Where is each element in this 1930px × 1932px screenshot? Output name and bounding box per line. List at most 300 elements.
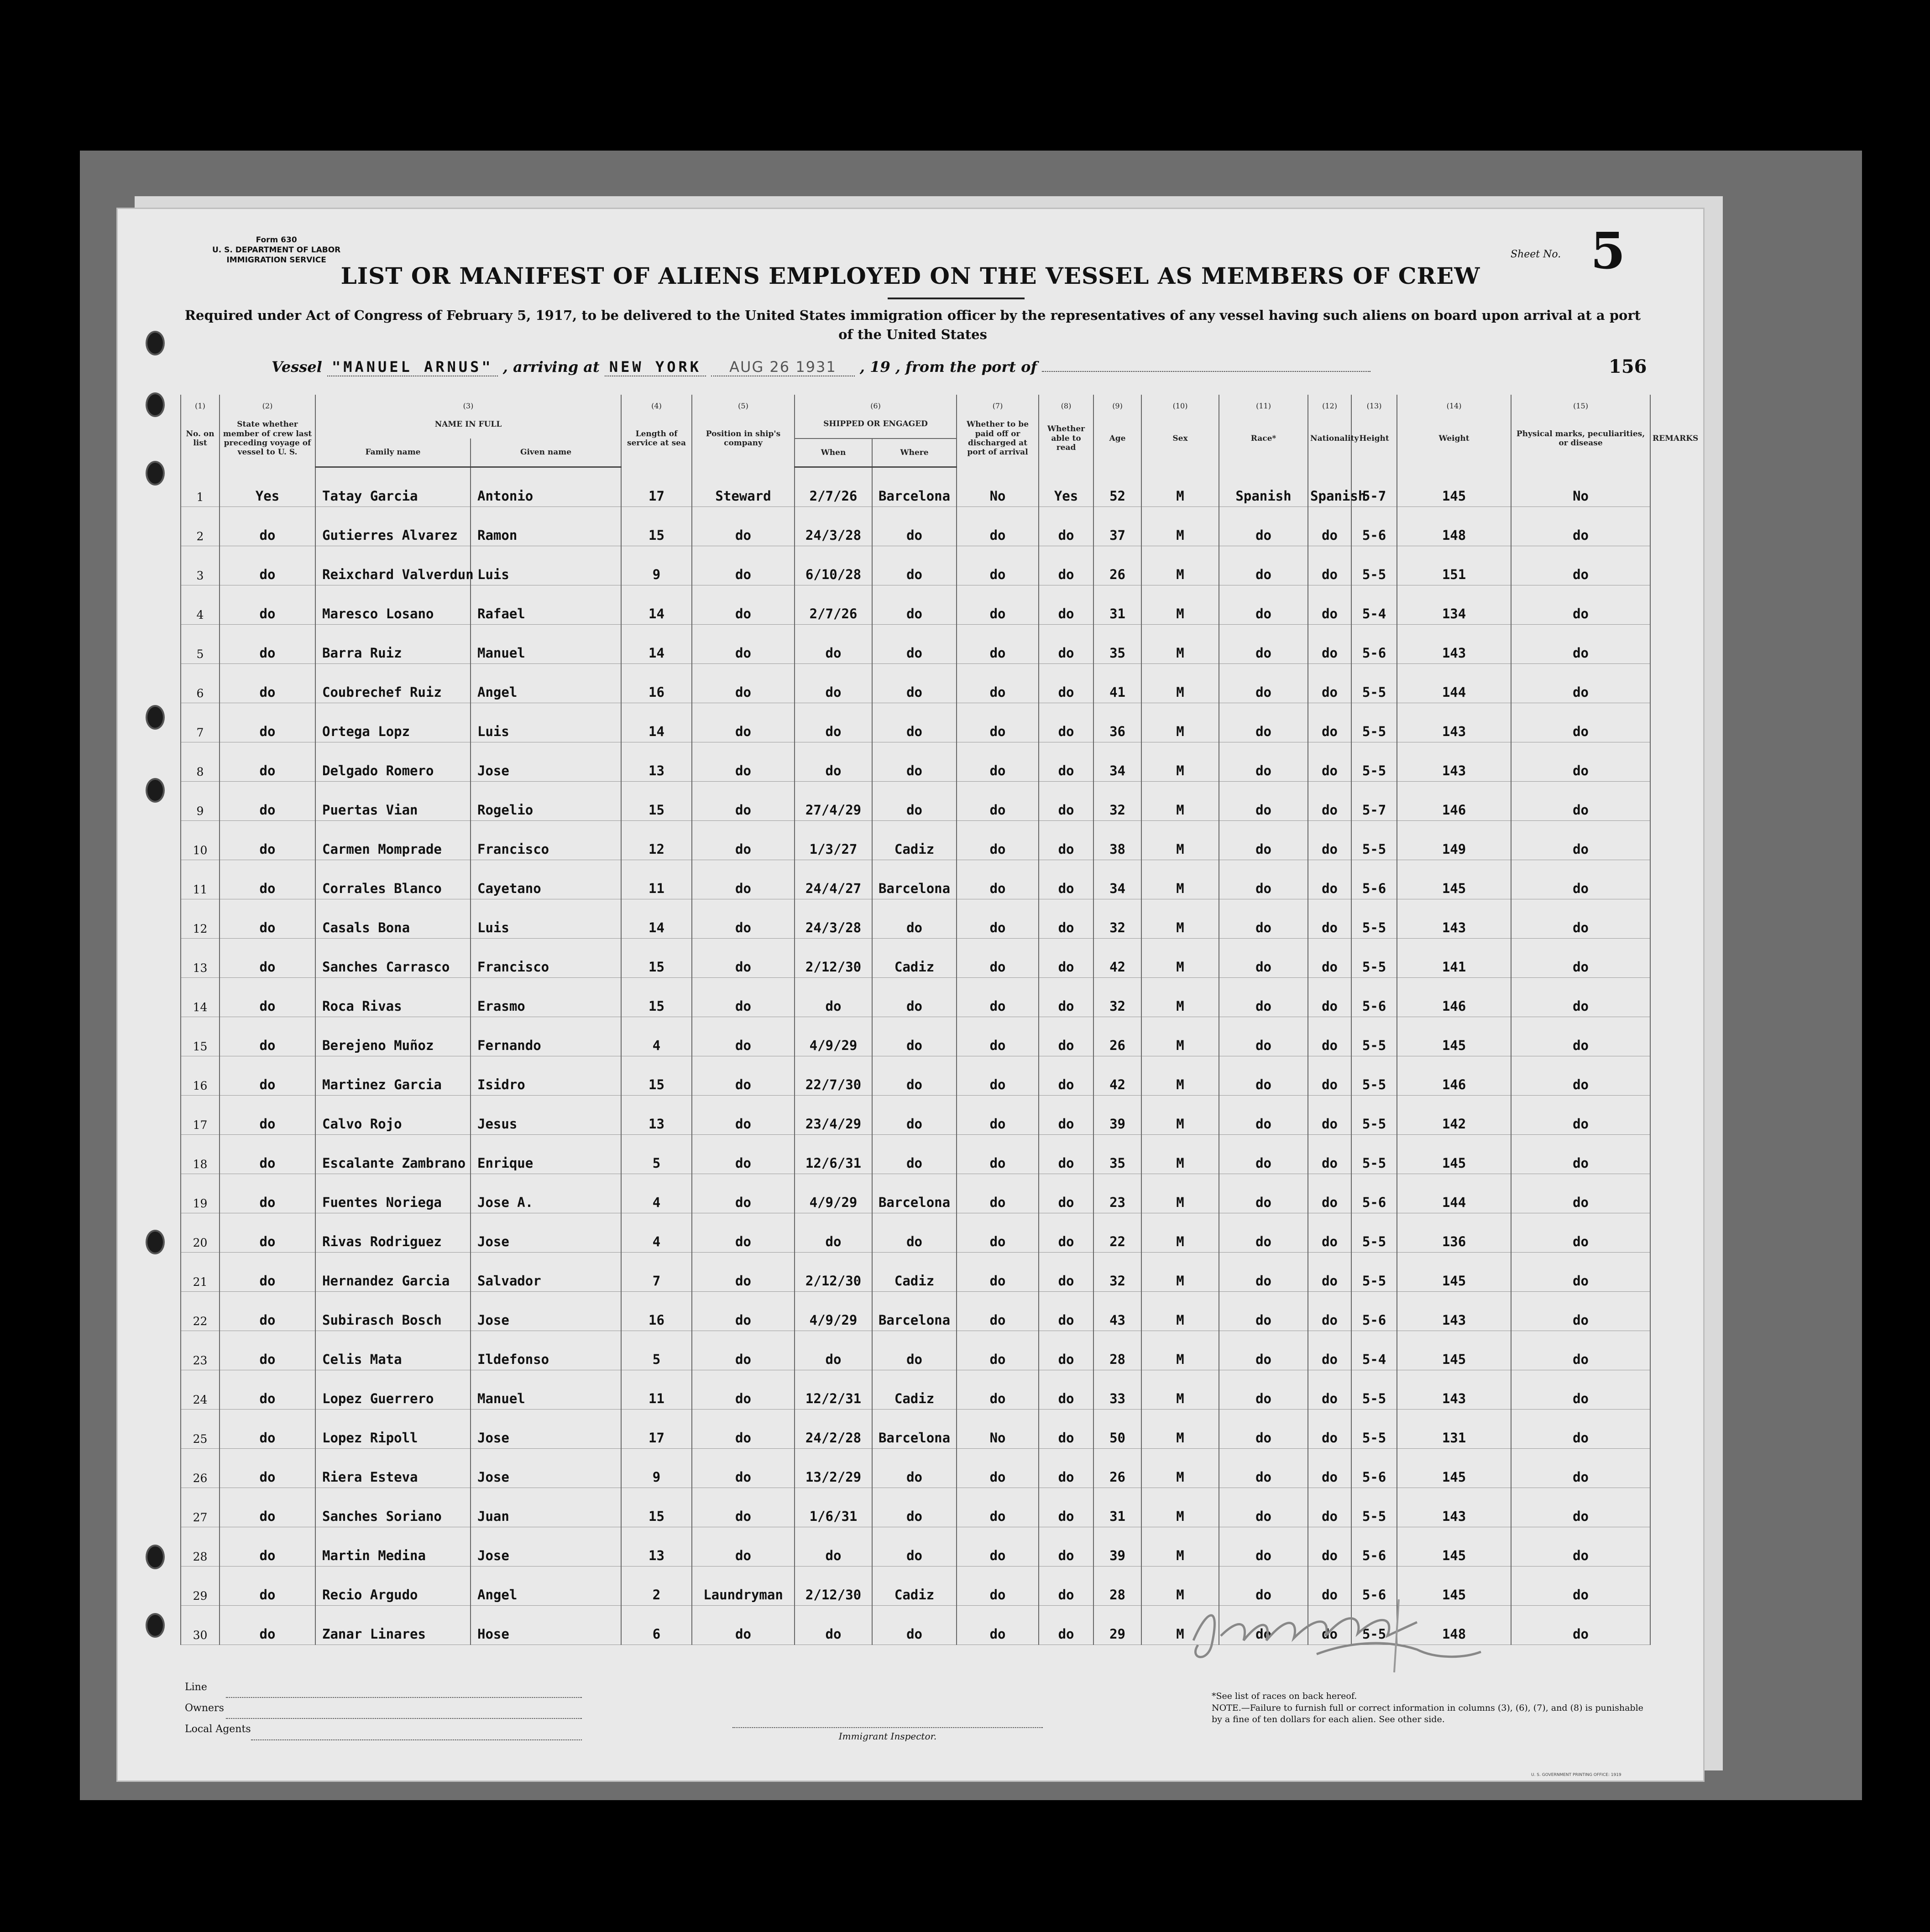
cell-previous-voyage: do: [220, 820, 315, 860]
cell-length-of-service: 13: [621, 1527, 692, 1566]
cell-weight: 145: [1397, 1566, 1511, 1605]
cell-physical-marks: do: [1511, 1056, 1650, 1095]
cell-position: do: [692, 1134, 795, 1174]
cell-sex: M: [1141, 1409, 1219, 1448]
cell-race: do: [1219, 1056, 1308, 1095]
cell-shipped-when: do: [795, 1527, 872, 1566]
cell-paid-off: do: [957, 1527, 1039, 1566]
cell-length-of-service: 9: [621, 1448, 692, 1488]
cell-nationality: do: [1308, 977, 1351, 1017]
cell-sex: M: [1141, 1566, 1219, 1605]
cell-weight: 143: [1397, 1488, 1511, 1527]
cell-sex: M: [1141, 1134, 1219, 1174]
table-row: [181, 977, 1650, 1017]
cell-no: 1: [181, 467, 220, 506]
cell-previous-voyage: do: [220, 1213, 315, 1252]
cell-length-of-service: 15: [621, 506, 692, 546]
cell-previous-voyage: do: [220, 781, 315, 820]
cell-previous-voyage: do: [220, 1605, 315, 1645]
cell-able-to-read: do: [1039, 1370, 1093, 1409]
cell-weight: 146: [1397, 1056, 1511, 1095]
colnum-10: (10): [1141, 395, 1219, 410]
table-row: [181, 703, 1650, 742]
cell-age: 37: [1093, 506, 1141, 546]
header-no-on-list: No. on list: [181, 410, 220, 467]
cell-weight: 145: [1397, 1448, 1511, 1488]
form-number: Form 630: [256, 235, 297, 245]
cell-no: 16: [181, 1056, 220, 1095]
table-row: [181, 663, 1650, 703]
header-height: Height: [1351, 410, 1397, 467]
cell-previous-voyage: do: [220, 1134, 315, 1174]
footer-fields: [185, 1677, 582, 1740]
cell-shipped-when: 4/9/29: [795, 1017, 872, 1056]
table-row: [181, 1017, 1650, 1056]
cell-race: do: [1219, 977, 1308, 1017]
cell-paid-off: do: [957, 820, 1039, 860]
cell-sex: M: [1141, 1291, 1219, 1331]
cell-able-to-read: do: [1039, 1291, 1093, 1331]
cell-family-name: Tatay Garcia: [315, 467, 471, 506]
binder-hole: [146, 392, 165, 417]
cell-height: 5-5: [1351, 899, 1397, 938]
cell-race: Spanish: [1219, 467, 1308, 506]
cell-able-to-read: do: [1039, 938, 1093, 977]
table-row: [181, 1488, 1650, 1527]
cell-physical-marks: do: [1511, 1527, 1650, 1566]
cell-shipped-when: 4/9/29: [795, 1174, 872, 1213]
cell-nationality: do: [1308, 1527, 1351, 1566]
cell-nationality: do: [1308, 1291, 1351, 1331]
cell-weight: 143: [1397, 1291, 1511, 1331]
cell-physical-marks: do: [1511, 624, 1650, 663]
cell-sex: M: [1141, 1017, 1219, 1056]
cell-race: do: [1219, 1409, 1308, 1448]
cell-age: 28: [1093, 1331, 1141, 1370]
cell-age: 34: [1093, 742, 1141, 781]
cell-age: 33: [1093, 1370, 1141, 1409]
cell-no: 20: [181, 1213, 220, 1252]
cell-shipped-where: Barcelona: [872, 467, 957, 506]
binder-hole: [146, 331, 165, 355]
cell-nationality: do: [1308, 703, 1351, 742]
cell-nationality: do: [1308, 1252, 1351, 1291]
cell-sex: M: [1141, 663, 1219, 703]
cell-height: 5-7: [1351, 467, 1397, 506]
cell-sex: M: [1141, 1448, 1219, 1488]
cell-weight: 145: [1397, 1017, 1511, 1056]
cell-shipped-when: 2/7/26: [795, 585, 872, 624]
colnum-3: (3): [315, 395, 621, 410]
cell-weight: 148: [1397, 1605, 1511, 1645]
cell-paid-off: do: [957, 1252, 1039, 1291]
cell-nationality: do: [1308, 1605, 1351, 1645]
cell-height: 5-5: [1351, 703, 1397, 742]
cell-sex: M: [1141, 585, 1219, 624]
cell-sex: M: [1141, 506, 1219, 546]
cell-length-of-service: 15: [621, 781, 692, 820]
cell-no: 22: [181, 1291, 220, 1331]
colnum-9: (9): [1093, 395, 1141, 410]
cell-previous-voyage: do: [220, 1488, 315, 1527]
cell-shipped-when: 2/12/30: [795, 938, 872, 977]
cell-family-name: Calvo Rojo: [315, 1095, 471, 1134]
footer-agents-blank: [251, 1739, 582, 1740]
year-label: , 19: [859, 358, 890, 376]
cell-race: do: [1219, 820, 1308, 860]
cell-family-name: Zanar Linares: [315, 1605, 471, 1645]
cell-physical-marks: do: [1511, 1409, 1650, 1448]
cell-given-name: Jose: [471, 1527, 621, 1566]
cell-length-of-service: 14: [621, 703, 692, 742]
cell-physical-marks: do: [1511, 1017, 1650, 1056]
cell-nationality: do: [1308, 585, 1351, 624]
cell-sex: M: [1141, 1527, 1219, 1566]
cell-paid-off: do: [957, 1056, 1039, 1095]
cell-physical-marks: do: [1511, 585, 1650, 624]
cell-age: 39: [1093, 1527, 1141, 1566]
cell-previous-voyage: do: [220, 585, 315, 624]
cell-sex: M: [1141, 703, 1219, 742]
cell-physical-marks: do: [1511, 506, 1650, 546]
cell-position: do: [692, 820, 795, 860]
cell-shipped-where: do: [872, 977, 957, 1017]
note-races: *See list of races on back hereof.: [1212, 1691, 1357, 1701]
cell-position: Steward: [692, 467, 795, 506]
cell-race: do: [1219, 1331, 1308, 1370]
cell-age: 36: [1093, 703, 1141, 742]
cell-shipped-where: Cadiz: [872, 820, 957, 860]
cell-physical-marks: do: [1511, 1605, 1650, 1645]
cell-weight: 145: [1397, 1527, 1511, 1566]
cell-race: do: [1219, 1488, 1308, 1527]
cell-paid-off: No: [957, 467, 1039, 506]
cell-paid-off: do: [957, 1566, 1039, 1605]
cell-shipped-when: 23/4/29: [795, 1095, 872, 1134]
cell-paid-off: do: [957, 1370, 1039, 1409]
cell-length-of-service: 14: [621, 899, 692, 938]
cell-given-name: Luis: [471, 899, 621, 938]
cell-previous-voyage: do: [220, 506, 315, 546]
cell-age: 42: [1093, 938, 1141, 977]
cell-previous-voyage: do: [220, 1409, 315, 1448]
cell-given-name: Juan: [471, 1488, 621, 1527]
cell-length-of-service: 12: [621, 820, 692, 860]
cell-shipped-when: do: [795, 663, 872, 703]
cell-weight: 145: [1397, 467, 1511, 506]
cell-paid-off: do: [957, 703, 1039, 742]
cell-age: 41: [1093, 663, 1141, 703]
cell-race: do: [1219, 860, 1308, 899]
cell-able-to-read: do: [1039, 1448, 1093, 1488]
cell-weight: 143: [1397, 1370, 1511, 1409]
cell-paid-off: do: [957, 1095, 1039, 1134]
cell-shipped-when: 2/12/30: [795, 1566, 872, 1605]
cell-nationality: do: [1308, 546, 1351, 585]
cell-position: do: [692, 1605, 795, 1645]
cell-given-name: Ildefonso: [471, 1331, 621, 1370]
cell-given-name: Francisco: [471, 938, 621, 977]
cell-shipped-when: do: [795, 1331, 872, 1370]
cell-sex: M: [1141, 781, 1219, 820]
cell-no: 17: [181, 1095, 220, 1134]
cell-shipped-where: do: [872, 663, 957, 703]
cell-age: 39: [1093, 1095, 1141, 1134]
cell-physical-marks: do: [1511, 781, 1650, 820]
cell-no: 15: [181, 1017, 220, 1056]
cell-shipped-where: Cadiz: [872, 938, 957, 977]
cell-position: do: [692, 742, 795, 781]
cell-previous-voyage: do: [220, 977, 315, 1017]
table-row: [181, 506, 1650, 546]
cell-able-to-read: Yes: [1039, 467, 1093, 506]
cell-physical-marks: do: [1511, 1095, 1650, 1134]
cell-nationality: do: [1308, 1488, 1351, 1527]
header-where: Where: [872, 439, 957, 467]
cell-shipped-where: do: [872, 546, 957, 585]
colnum-11: (11): [1219, 395, 1308, 410]
cell-weight: 143: [1397, 742, 1511, 781]
table-row: [181, 1331, 1650, 1370]
header-physical-marks: Physical marks, peculiarities, or disease: [1511, 410, 1650, 467]
cell-weight: 136: [1397, 1213, 1511, 1252]
cell-length-of-service: 13: [621, 1095, 692, 1134]
cell-previous-voyage: Yes: [220, 467, 315, 506]
cell-nationality: do: [1308, 938, 1351, 977]
cell-able-to-read: do: [1039, 860, 1093, 899]
table-row: [181, 1095, 1650, 1134]
cell-position: do: [692, 1252, 795, 1291]
cell-family-name: Rivas Rodriguez: [315, 1213, 471, 1252]
cell-race: do: [1219, 899, 1308, 938]
cell-shipped-when: 24/3/28: [795, 899, 872, 938]
cell-physical-marks: do: [1511, 1213, 1650, 1252]
cell-sex: M: [1141, 860, 1219, 899]
cell-height: 5-5: [1351, 1488, 1397, 1527]
cell-paid-off: do: [957, 506, 1039, 546]
cell-family-name: Barra Ruiz: [315, 624, 471, 663]
header-weight: Weight: [1397, 410, 1511, 467]
cell-nationality: do: [1308, 820, 1351, 860]
table-row: [181, 546, 1650, 585]
cell-length-of-service: 15: [621, 977, 692, 1017]
page-number: 156: [1609, 356, 1647, 377]
cell-height: 5-6: [1351, 1291, 1397, 1331]
cell-no: 23: [181, 1331, 220, 1370]
cell-nationality: do: [1308, 1448, 1351, 1488]
cell-age: 26: [1093, 1017, 1141, 1056]
cell-sex: M: [1141, 899, 1219, 938]
binder-hole: [146, 461, 165, 486]
cell-height: 5-5: [1351, 1409, 1397, 1448]
table-row: [181, 1409, 1650, 1448]
cell-age: 34: [1093, 860, 1141, 899]
cell-shipped-when: 1/3/27: [795, 820, 872, 860]
cell-length-of-service: 16: [621, 663, 692, 703]
cell-height: 5-6: [1351, 624, 1397, 663]
cell-paid-off: do: [957, 742, 1039, 781]
cell-nationality: do: [1308, 1056, 1351, 1095]
cell-shipped-where: Cadiz: [872, 1566, 957, 1605]
cell-nationality: do: [1308, 1174, 1351, 1213]
cell-shipped-when: 12/6/31: [795, 1134, 872, 1174]
cell-length-of-service: 14: [621, 624, 692, 663]
cell-paid-off: do: [957, 1213, 1039, 1252]
cell-family-name: Martinez Garcia: [315, 1056, 471, 1095]
table-row: [181, 820, 1650, 860]
cell-weight: 146: [1397, 977, 1511, 1017]
cell-sex: M: [1141, 546, 1219, 585]
cell-race: do: [1219, 506, 1308, 546]
cell-no: 21: [181, 1252, 220, 1291]
cell-no: 8: [181, 742, 220, 781]
cell-previous-voyage: do: [220, 663, 315, 703]
cell-height: 5-6: [1351, 1566, 1397, 1605]
cell-paid-off: do: [957, 663, 1039, 703]
cell-weight: 143: [1397, 703, 1511, 742]
cell-length-of-service: 14: [621, 585, 692, 624]
cell-given-name: Cayetano: [471, 860, 621, 899]
cell-no: 19: [181, 1174, 220, 1213]
footer-owners-label: Owners: [185, 1702, 224, 1714]
cell-paid-off: do: [957, 585, 1039, 624]
colnum-4: (4): [621, 395, 692, 410]
colnum-13: (13): [1351, 395, 1397, 410]
cell-length-of-service: 5: [621, 1331, 692, 1370]
cell-sex: M: [1141, 624, 1219, 663]
cell-position: do: [692, 506, 795, 546]
cell-age: 32: [1093, 1252, 1141, 1291]
header-length-of-service: Length of service at sea: [621, 410, 692, 467]
footer-owners-field: [185, 1698, 582, 1719]
cell-age: 35: [1093, 624, 1141, 663]
cell-no: 4: [181, 585, 220, 624]
cell-shipped-when: do: [795, 742, 872, 781]
colnum-1: (1): [181, 395, 220, 410]
cell-no: 26: [181, 1448, 220, 1488]
cell-position: do: [692, 1174, 795, 1213]
cell-given-name: Jose: [471, 1448, 621, 1488]
cell-weight: 144: [1397, 1174, 1511, 1213]
cell-weight: 141: [1397, 938, 1511, 977]
cell-height: 5-5: [1351, 546, 1397, 585]
cell-previous-voyage: do: [220, 1331, 315, 1370]
cell-family-name: Roca Rivas: [315, 977, 471, 1017]
cell-shipped-when: do: [795, 977, 872, 1017]
cell-shipped-when: 22/7/30: [795, 1056, 872, 1095]
cell-sex: M: [1141, 1370, 1219, 1409]
cell-shipped-where: do: [872, 1488, 957, 1527]
vessel-label: Vessel: [272, 358, 322, 376]
cell-length-of-service: 15: [621, 938, 692, 977]
cell-family-name: Subirasch Bosch: [315, 1291, 471, 1331]
from-port-label: , from the port of: [895, 358, 1037, 376]
footer-agents-field: [185, 1719, 582, 1740]
cell-paid-off: do: [957, 1017, 1039, 1056]
cell-no: 12: [181, 899, 220, 938]
binder-hole: [146, 1545, 165, 1569]
cell-nationality: do: [1308, 781, 1351, 820]
cell-shipped-where: do: [872, 1331, 957, 1370]
cell-nationality: do: [1308, 742, 1351, 781]
cell-race: do: [1219, 703, 1308, 742]
cell-no: 29: [181, 1566, 220, 1605]
table-row: [181, 742, 1650, 781]
cell-previous-voyage: do: [220, 703, 315, 742]
header-given-name: Given name: [471, 439, 621, 467]
table-row: [181, 1291, 1650, 1331]
cell-shipped-where: do: [872, 506, 957, 546]
cell-weight: 144: [1397, 663, 1511, 703]
cell-given-name: Jose: [471, 742, 621, 781]
cell-length-of-service: 13: [621, 742, 692, 781]
cell-able-to-read: do: [1039, 624, 1093, 663]
cell-no: 11: [181, 860, 220, 899]
colnum-12: (12): [1308, 395, 1351, 410]
cell-family-name: Lopez Guerrero: [315, 1370, 471, 1409]
cell-weight: 146: [1397, 781, 1511, 820]
cell-weight: 134: [1397, 585, 1511, 624]
cell-position: do: [692, 1291, 795, 1331]
service-name: IMMIGRATION SERVICE: [226, 256, 326, 265]
title-divider: [888, 298, 1025, 299]
cell-no: 30: [181, 1605, 220, 1645]
cell-given-name: Jose A.: [471, 1174, 621, 1213]
cell-given-name: Jose: [471, 1213, 621, 1252]
cell-previous-voyage: do: [220, 938, 315, 977]
cell-physical-marks: do: [1511, 1291, 1650, 1331]
binder-hole: [146, 778, 165, 803]
cell-race: do: [1219, 1213, 1308, 1252]
cell-shipped-where: do: [872, 703, 957, 742]
cell-family-name: Lopez Ripoll: [315, 1409, 471, 1448]
cell-position: do: [692, 977, 795, 1017]
cell-able-to-read: do: [1039, 1566, 1093, 1605]
cell-length-of-service: 6: [621, 1605, 692, 1645]
cell-height: 5-4: [1351, 1331, 1397, 1370]
cell-length-of-service: 15: [621, 1056, 692, 1095]
immigrant-inspector-line: Immigrant Inspector.: [732, 1727, 1043, 1742]
cell-given-name: Erasmo: [471, 977, 621, 1017]
cell-family-name: Martin Medina: [315, 1527, 471, 1566]
cell-family-name: Coubrechef Ruiz: [315, 663, 471, 703]
cell-given-name: Manuel: [471, 1370, 621, 1409]
cell-previous-voyage: do: [220, 1017, 315, 1056]
cell-shipped-where: Barcelona: [872, 1291, 957, 1331]
cell-shipped-where: do: [872, 742, 957, 781]
cell-paid-off: do: [957, 860, 1039, 899]
cell-shipped-where: do: [872, 624, 957, 663]
header-nationality: Nationality: [1308, 410, 1351, 467]
cell-race: do: [1219, 1291, 1308, 1331]
cell-length-of-service: 4: [621, 1213, 692, 1252]
cell-able-to-read: do: [1039, 977, 1093, 1017]
cell-position: do: [692, 585, 795, 624]
colnum-6: (6): [795, 395, 957, 410]
sheet-number-label: Sheet No.: [1511, 249, 1561, 260]
cell-length-of-service: 4: [621, 1174, 692, 1213]
cell-nationality: do: [1308, 1095, 1351, 1134]
cell-shipped-where: do: [872, 1134, 957, 1174]
cell-sex: M: [1141, 1056, 1219, 1095]
cell-able-to-read: do: [1039, 1605, 1093, 1645]
cell-weight: 145: [1397, 1134, 1511, 1174]
cell-height: 5-5: [1351, 1134, 1397, 1174]
header-paid-off: Whether to be paid off or discharged at port of arrival: [957, 410, 1039, 467]
cell-no: 10: [181, 820, 220, 860]
cell-nationality: do: [1308, 1213, 1351, 1252]
form-identifier: [212, 235, 340, 265]
